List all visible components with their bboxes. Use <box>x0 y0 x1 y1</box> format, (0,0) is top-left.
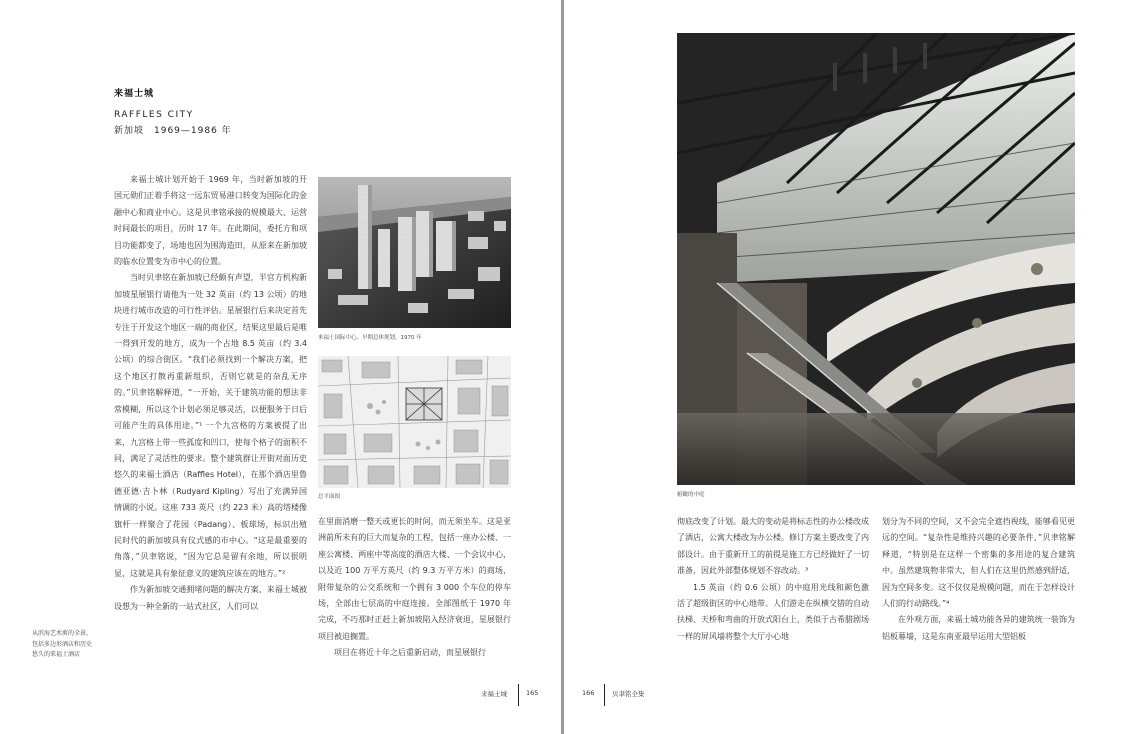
site-plan-caption: 总平面图 <box>318 494 341 500</box>
master-plan-model-photo <box>318 177 511 328</box>
site-plan-drawing <box>318 356 511 488</box>
left-page <box>0 0 561 734</box>
paragraph: 在里面消磨一整天或更长的时间，而无须坐车。这是亚洲前所未有的巨大而复杂的工程，包括一座办公楼、一座公寓楼、两座中等高度的酒店大楼、一个会议中心，以及近 100 万平方英尺（约 9.3 万平方米）的商场，附带复杂的公交系统和一个拥有 3 000 个车位的停车场，全部由七层高的中庭连接。全部图纸于 1970 年完成，不巧那时正赶上新加坡陷入经济衰退，星展银行项目被迫搁置。 <box>318 517 511 641</box>
side-note-line: 悠久的来福士酒店 <box>32 651 81 658</box>
right-page <box>564 0 1127 734</box>
paragraph: 项目在将近十年之后重新启动，而星展银行 <box>334 648 486 658</box>
footer-divider <box>604 684 605 706</box>
right-column-2 <box>882 514 1075 645</box>
chapter-title-cn: 来福士城 <box>114 89 155 99</box>
right-column-1 <box>677 514 869 645</box>
model-photo-graphic <box>318 177 511 328</box>
paragraph: 1.5 英亩（约 0.6 公顷）的中庭用光线和颜色激活了超级街区的中心地带。人们游走在纵横交错的自动扶梯、天桥和弯曲的开放式阳台上，类似于古希腊剧场一样的屏风墙将整个大厅小心地 <box>677 582 869 641</box>
site-plan-graphic <box>318 356 511 488</box>
page-number: 166 <box>582 689 595 697</box>
model-photo-caption: 来福士国际中心，早期总体规划，1970 年 <box>318 335 422 341</box>
left-column-2 <box>318 514 511 662</box>
atrium-photo <box>677 33 1075 485</box>
paragraph: 在外观方面，来福士城功能各异的建筑统一装饰为铝板幕墙，这是东南亚最早运用大型铝板 <box>882 615 1075 641</box>
atrium-photo-caption: 俯瞰的中庭 <box>677 492 705 498</box>
page-number: 165 <box>526 689 539 697</box>
running-footer-label: 贝聿铭全集 <box>612 690 645 698</box>
left-column-1 <box>114 172 307 615</box>
paragraph: 划分为不同的空间，又不会完全遮挡视线，能够看见更远的空间。“复杂性是维持兴趣的必要条件，”贝聿铭解释道，“特别是在这样一个密集的多用途的复合建筑中。虽然建筑物非常大，但人们在这里仍然感到舒适，因为空间多变。这不仅仅是规模问题，而在于怎样设计人们的行动路线。”⁴ <box>882 517 1075 609</box>
footer-divider <box>518 684 519 706</box>
side-note <box>32 629 92 661</box>
side-note-line: 包括多边形酒店和历史 <box>32 640 93 648</box>
chapter-title-en: RAFFLES CITY <box>114 110 194 120</box>
paragraph: 当时贝聿铭在新加坡已经颇有声望，半官方机构新加坡星展银行请他为一处 32 英亩（约 13 公顷）的地块进行城市改造的可行性评估。星展银行后来决定首先专注于开发这个地区一端的商业区，结果这里最后是唯一得到开发的地方，成为一个占地 8.5 英亩（约 3.4 公顷）的综合街区。“我们必须找到一个解决方案，把这个地区打散再重新组织，否则它就是的杂乱无序的。”贝聿铭解释道，“一开始，关于建筑功能的想法非常模糊，所以这个计划必须足够灵活，以便服务于日后可能产生的具体用途。”¹ 一个九宫格的方案被提了出来，九宫格上带一些孤度和凹口，使每个格子的面积不同，满足了灵活性的要求。整个建筑群让开街对面历史悠久的来福士酒店（Raffles Hotel），在那个酒店里鲁德亚德·吉卜林（Rudyard Kipling）写出了充满异国情调的小说。这座 733 英尺（约 223 米）高的塔楼像旗杆一样聚合了花园（Padang）、板球场，标识出殖民时代的新加坡具有仪式感的市中心。“这是最重要的角落，”贝聿铭说，“因为它总是留有余地，所以很明显，这就是具有象征意义的建筑应该在的地方。”² <box>114 273 307 578</box>
paragraph: 作为新加坡交通拥堵问题的解决方案，来福士城被设想为一种全新的一站式社区，人们可以 <box>114 585 307 611</box>
paragraph: 来福士城计划开始于 1969 年，当时新加坡的开国元勋们正着手将这一远东贸易港口转变为国际化的金融中心和商业中心。这是贝聿铭承接的规模最大、运营时间最长的项目，历时 17 年。在此期间，委托方和项目功能都变了，场地也因为围海造田，从原来在新加坡的临水位置变为市中心的位置。 <box>114 175 307 267</box>
paragraph: 彻底改变了计划。最大的变动是将标志性的办公楼改成了酒店，公寓大楼改为办公楼。修订方案主要改变了内部设计。由于重新开工的前提是施工方已经做好了一切准备，因此外部整体规划不容改动。³ <box>677 517 869 576</box>
side-note-line: 从滨海艺术剪的全景， <box>32 630 93 637</box>
running-footer-label: 来福士城 <box>481 690 507 698</box>
atrium-photo-graphic <box>677 33 1075 485</box>
chapter-location-dates: 新加坡 1969—1986 年 <box>114 126 232 136</box>
